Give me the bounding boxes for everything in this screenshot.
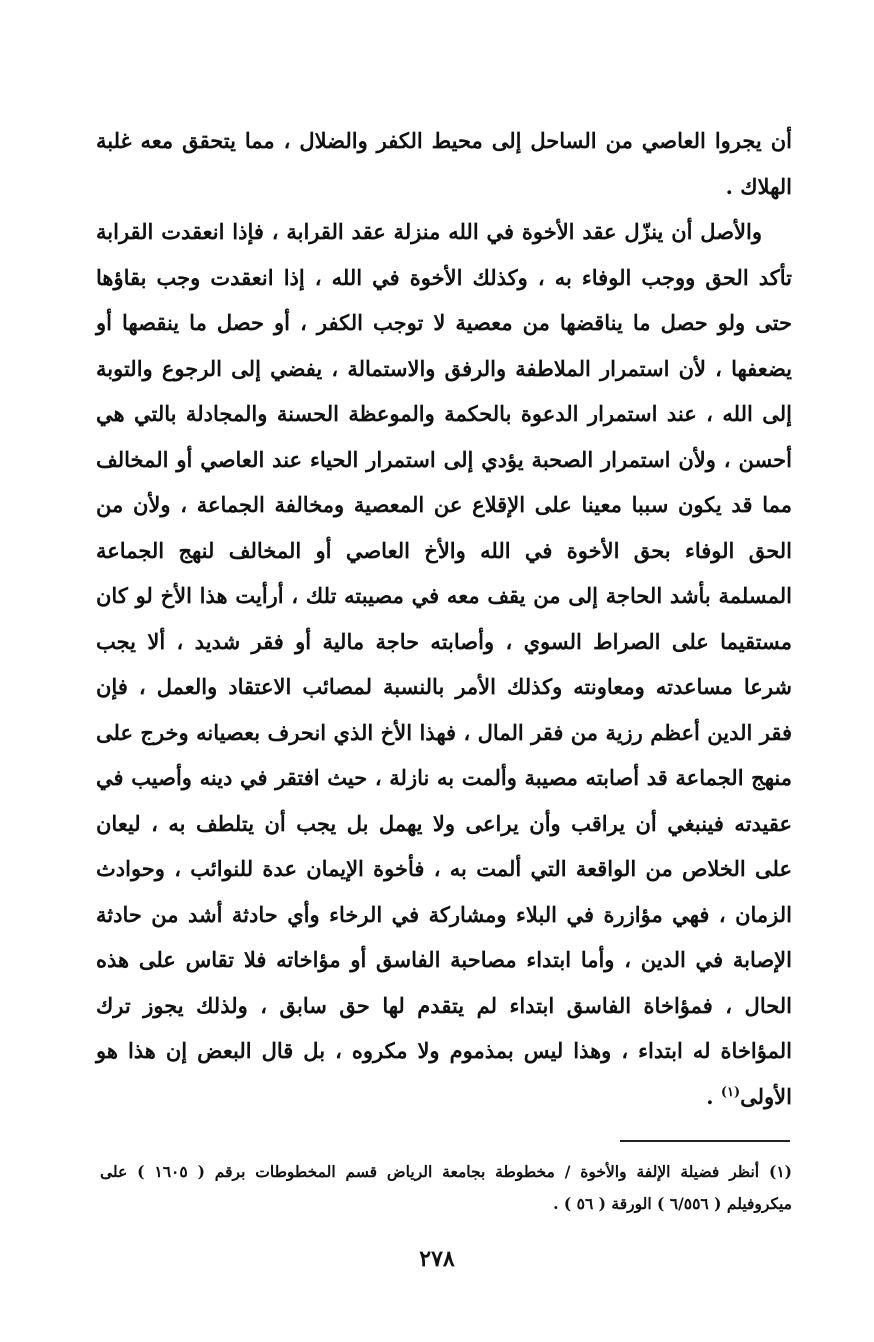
paragraph-text: والأصل أن ينزّل عقد الأخوة في الله منزلة عقد القرابة ، فإذا انعقدت القرابة تأكد الحق ووجب الوفاء به ، وكذلك الأخوة في الله ، إذا انعقدت وجب بقاؤها حتى ولو حصل ما يناقضها من معصية لا توجب الكفر ، أو حصل ما ينقصها أو يضعفها ، لأن استمرار الملاطفة والرفق والاستمالة ، يفضي إلى الرجوع والتوبة إلى الله ، عند استمرار الدعوة بالحكمة والموعظة الحسنة والمجادلة بالتي هي أحسن ، ولأن استمرار الصحبة يؤدي إلى استمرار الحياء عند العاصي أو المخالف مما قد يكون سببا معينا على الإقلاع عن المعصية ومخالفة الجماعة ، ولأن من الحق الوفاء بحق الأخوة في الله والأخ العاصي أو المخالف لنهج الجماعة المسلمة بأشد الحاجة إلى من يقف معه في مصيبته تلك ، أرأيت هذا الأخ لو كان مستقيما على الصراط السوي ، وأصابته حاجة مالية أو فقر شديد ، ألا يجب شرعا مساعدته ومعاونته وكذلك الأمر بالنسبة لمصائب الاعتقاد والعمل ، فإن فقر الدين أعظم رزية من فقر المال ، فهذا الأخ الذي انحرف بعصيانه وخرج على منهج الجماعة قد أصابته مصيبة وألمت به نازلة ، حيث افتقر في دينه وأصيب في عقيدته فينبغي أن يراقب وأن يراعى ولا يهمل بل يجب أن يتلطف به ، ليعان على الخلاص من الواقعة التي ألمت به ، فأخوة الإيمان عدة للنوائب ، وحوادث الزمان ، فهي مؤازرة في البلاء ومشاركة في الرخاء وأي حادثة أشد من حادثة الإصابة في الدين ، وأما ابتداء مصاحبة الفاسق أو مؤاخاته فلا تقاس على هذه الحال ، فمؤاخاة الفاسق ابتداء لم يتقدم لها حق سابق ، ولذلك يجوز ترك المؤاخاة له ابتداء ، وهذا ليس بمذموم ولا مكروه ، بل قال البعض إن هذا هو الأولى xyxy=(96,219,792,1109)
main-text-block xyxy=(96,118,792,1119)
paragraph-continuation xyxy=(96,118,792,209)
page-number: ٢٧٨ xyxy=(419,1246,455,1272)
footnote xyxy=(100,1156,792,1220)
paragraph-tail: . xyxy=(706,1083,721,1109)
footnote-divider xyxy=(620,1140,790,1142)
footnote-text: (١) أنظر فضيلة الإلفة والأخوة / مخطوطة بجامعة الرياض قسم المخطوطات برقم ( ١٦٠٥ ) على ميكروفيلم ( ٦/٥٥٦ ) الورقة ( ٥٦ ) . xyxy=(100,1162,792,1213)
paragraph-brotherhood xyxy=(96,209,792,1119)
footnote-reference[interactable]: (١) xyxy=(720,1084,741,1100)
paragraph-text: أن يجروا العاصي من الساحل إلى محيط الكفر والضلال ، مما يتحقق معه غلبة الهلاك . xyxy=(96,128,792,199)
